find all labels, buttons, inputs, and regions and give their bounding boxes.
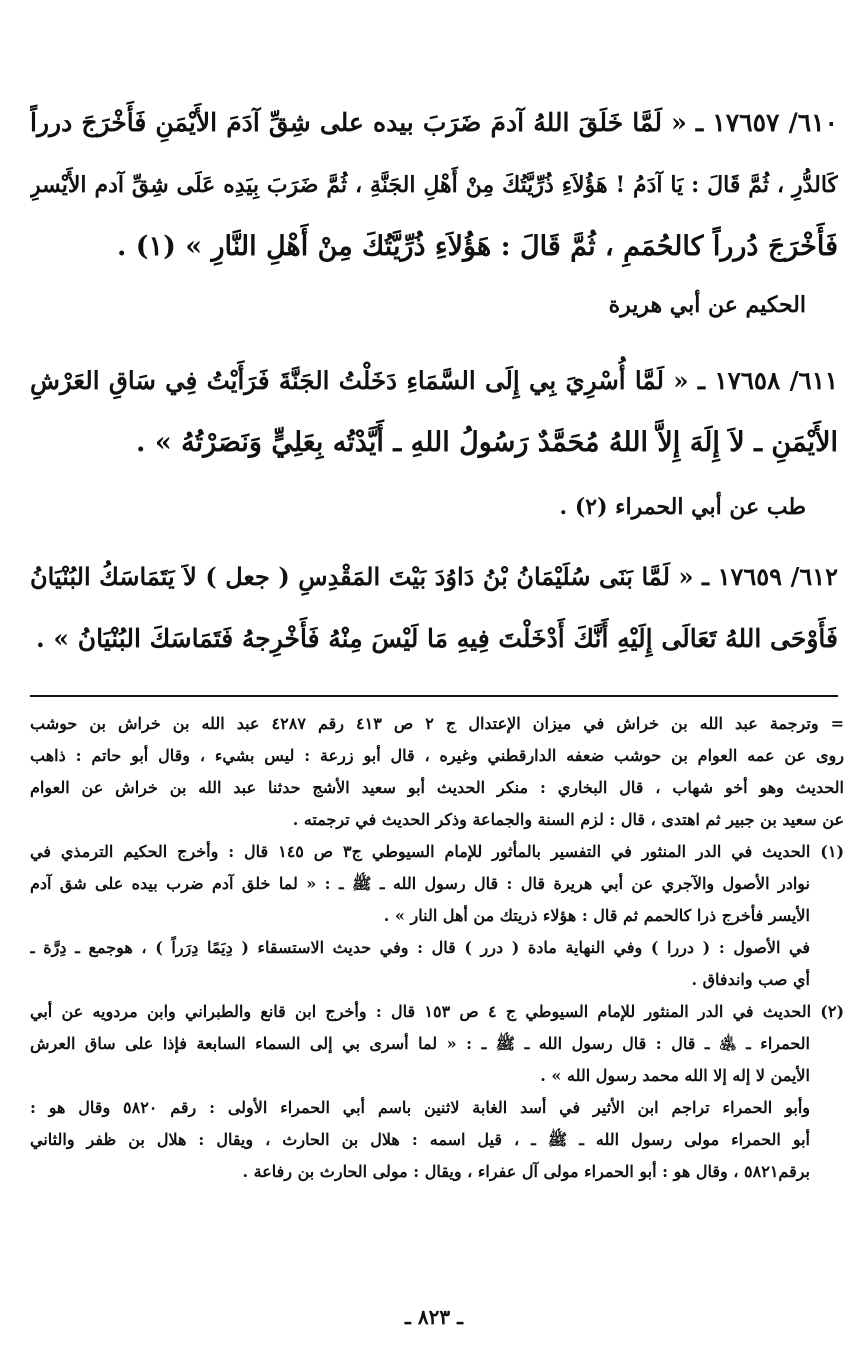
hadith-610-source: الحكيم عن أبي هريرة [608, 292, 806, 318]
hadith-611-line-2: الأَيْمَنِ ـ لاَ إِلَهَ إِلاَّ اللهُ مُحَمَّدٌ رَسُولُ اللهِ ـ أَيَّدْتُه بِعَلِيٍّ وَنَصَرْتُهُ » . [136, 427, 838, 458]
footnote-cont-line: الحديث وهو أخو شهاب ، قال البخاري : منكر الحديث أبو سعيد الأشج حدثنا عبد الله بن خراش عن العوام [30, 778, 844, 797]
hadith-610-line-1: ٦١٠/ ١٧٦٥٧ ـ « لَمَّا خَلَقَ اللهُ آدمَ ضَرَبَ بيده على شِقِّ آدَمَ الأَيْمَنِ فَأَخْرَجَ درراً [30, 108, 838, 137]
footnote-1-line: أي صب واندفاق . [691, 970, 810, 989]
footnote-1-line: (١) الحديث في الدر المنثور في التفسير بالمأثور للإمام السيوطي ج٣ ص ١٤٥ قال : وأخرج الحكيم الترمذي في [30, 842, 844, 861]
main-text [30, 92, 838, 278]
footnote-2-line: أبو الحمراء مولى رسول الله ـ ﷺ ـ ، قيل اسمه : هلال بن الحارث ، ويقال : هلال بن ظفر والثاني [30, 1130, 811, 1149]
page-number: ـ ٨٢٣ ـ [405, 1305, 463, 1329]
hadith-612-line-2: فَأَوْحَى اللهُ تَعَالَى إِلَيْهِ أَنَّكَ أَدْخَلْتَ فِيهِ مَا لَيْسَ مِنْهُ فَأَخْرِجهُ فَتَمَاسَكَ البُنْيَانُ » . [36, 624, 838, 653]
footnote-2-line: (٢) الحديث في الدر المنثور للإمام السيوطي ج ٤ ص ١٥٣ قال : وأخرج ابن قانع والطبراني وابن مردويه عن أبي [30, 1002, 844, 1021]
footnote-1-line: الأيسر فأخرج ذرا كالحمم ثم قال : هؤلاء ذريتك من أهل النار » . [383, 906, 810, 925]
hadith-610-line-2: كَالدُّرِ ، ثُمَّ قَالَ : يَا آدَمُ ! هَؤُلاَءِ ذُرِّيَّتُكَ مِنْ أَهْلِ الجَنَّةِ ، ثُمَّ ضَرَبَ بِيَدِه عَلَى شِقِّ آدم الأَيْسرِ [30, 172, 838, 198]
footnote-cont-line: عن سعيد بن جبير ثم اهتدى ، قال : لزم السنة والجماعة وذكر الحديث في ترجمته . [292, 810, 844, 829]
hadith-612 [30, 546, 838, 670]
hadith-611-line-1: ٦١١/ ١٧٦٥٨ ـ « لَمَّا أُسْرِيَ بِي إِلَى السَّمَاءِ دَخَلْتُ الجَنَّةَ فَرَأَيْتُ فِي سَاقِ العَرْشِ [30, 366, 838, 395]
footnote-2-line: الأيمن لا إله إلا الله محمد رسول الله » . [540, 1066, 810, 1085]
hadith-610-line-3: فَأَخْرَجَ دُرراً كالحُمَمِ ، ثُمَّ قَالَ : هَؤُلاَءِ ذُرِّيَّتُكَ مِنْ أَهْلِ النَّارِ » (١) . [116, 231, 838, 262]
hadith-611-source: طب عن أبي الحمراء (٢) . [559, 494, 806, 520]
footnote-2-line: وأبو الحمراء تراجم ابن الأثير في أسد الغابة لاثنين باسم أبي الحمراء الأولى : رقم ٥٨٢٠ وقال هو : [30, 1098, 810, 1117]
footnote-cont-line: = وترجمة عبد الله بن خراش في ميزان الإعتدال ج ٢ ص ٤١٣ رقم ٤٢٨٧ عبد الله بن خراش بن حوشب [30, 714, 844, 733]
footnote-2-line: برقم٥٨٢١ ، وقال هو : أبو الحمراء مولى آل عفراء ، ويقال : مولى الحارث بن رفاعة . [242, 1162, 810, 1181]
footnote-cont-line: روى عن عمه العوام بن حوشب ضعفه الدارقطني وغيره ، قال أبو زرعة : ليس بشيء ، وقال أبو حاتم : ذاهب [30, 746, 844, 765]
footnote-separator [30, 695, 838, 697]
hadith-612-line-1: ٦١٢/ ١٧٦٥٩ ـ « لَمَّا بَنَى سُلَيْمَانُ بْنُ دَاوُدَ بَيْتَ المَقْدِسِ ( جعل ) لاَ يَتَمَاسَكُ البُنْيَانُ [30, 562, 838, 591]
footnotes [30, 708, 844, 1188]
footnote-2-line: الحمراء ـ ﵁ ـ قال : قال رسول الله ـ ﷺ ـ : « لما أسرى بي إلى السماء السابعة فإذا على ساق العرش [30, 1034, 810, 1053]
footnote-1-line: نوادر الأصول والآجري عن أبي هريرة قال : قال رسول الله ـ ﷺ ـ : « لما خلق آدم ضرب بيده على شق آدم [30, 874, 810, 893]
footnote-1-line: في الأصول : ( دررا ) وفي النهاية مادة ( درر ) قال : وفي حديث الاستسقاء ( دِيَمًا دِرَراً ) ، هوجمع ـ دِرَّة ـ [30, 938, 810, 957]
hadith-611 [30, 350, 838, 474]
